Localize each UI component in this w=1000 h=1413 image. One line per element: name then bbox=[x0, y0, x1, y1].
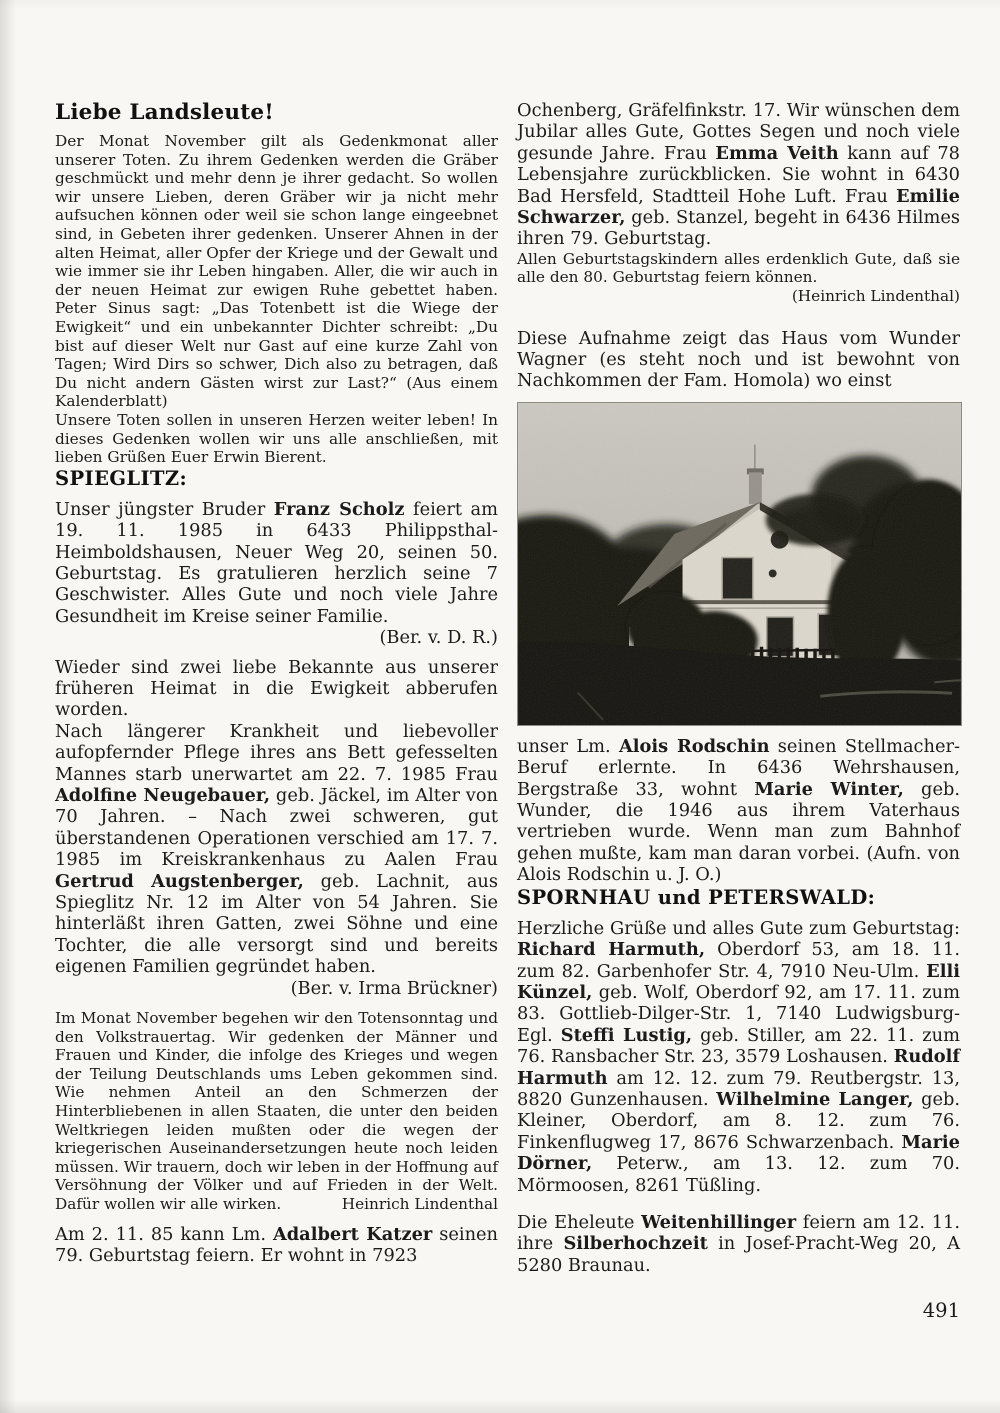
silver-wedding-paragraph: Die Eheleute Weitenhillinger feiern am 12. 11. ihre Silberhochzeit in Josef-Pracht-Weg 20, A 5280 Braunau. bbox=[517, 1211, 960, 1276]
photo-frame bbox=[517, 402, 960, 726]
birthday-scholz-paragraph: Unser jüngster Bruder Franz Scholz feiert am 19. 11. 1985 in 6433 Philippsthal-Heimboldshausen, Neuer Weg 20, seinen 50. Geburtstag. Es gratulieren herzlich seine 7 Geschwister. Alles Gute und noch viele Jahre Gesundheit im Kreise seiner Familie. bbox=[55, 498, 498, 627]
november-remembrance-paragraph bbox=[55, 1009, 498, 1214]
photo-caption-continued-paragraph: unser Lm. Alois Rodschin seinen Stellmacher-Beruf erlernte. In 6436 Wehrshausen, Bergstraße 33, wohnt Marie Winter, geb. Wunder, die 1946 aus ihrem Vaterhaus vertrieben wurde. Wenn man zum Bahnhof gehen mußte, kam man daran vorbei. (Aufn. von Alois Rodschin u. J. O.) bbox=[517, 735, 961, 886]
signature-heinrich-lindenthal-left: Heinrich Lindenthal bbox=[341, 1194, 498, 1213]
page-title: Liebe Landsleute! bbox=[55, 100, 274, 125]
house-photo bbox=[517, 402, 962, 726]
birthday-ochenberg-paragraph: Ochenberg, Gräfelfinkstr. 17. Wir wünschen dem Jubilar alles Gute, Gottes Segen und noch viele gesunde Jahre. Frau Emma Veith kann auf 78 Lebensjahre zurückblicken. Sie wohnt in 6430 Bad Hersfeld, Stadtteil Hohe Luft. Frau Emilie Schwarzer, geb. Stanzel, begeht in 6436 Hilmes ihren 79. Geburtstag. bbox=[517, 100, 960, 250]
signature-ber-v-d-r: (Ber. v. D. R.) bbox=[379, 627, 498, 649]
memorial-intro-paragraph: Der Monat November gilt als Gedenkmonat aller unserer Toten. Zu ihrem Gedenken werden die Gräber geschmückt und mehr denn je ihrer gedacht. So wollen wir unsere Lieben, deren Gräber wir ja nicht mehr aufsuchen können oder weil sie schon lange eingeebnet sind, in Gebeten ihrer gedenken. Unserer Ahnen in der alten Heimat, aller Opfer der Kriege und der Gewalt und wie immer sie ihr Leben hingaben. Aller, die wir auch in der neuen Heimat zur ewigen Ruhe gebettet haben. Peter Sinus sagt: „Das Totenbett ist die Wiege der Ewigkeit“ und ein unbekannter Dichter schreibt: „Du bist auf dieser Welt nur Gast auf eine kurze Zahl von Tagen; Wird Dirs so schwer, Dich also zu betragen, daß Du nicht andern Gästen wirst zur Last?“ (Aus einem Kalenderblatt) bbox=[55, 132, 498, 411]
birthday-katzer-paragraph: Am 2. 11. 85 kann Lm. Adalbert Katzer seinen 79. Geburtstag feiern. Er wohnt in 7923 bbox=[55, 1223, 498, 1266]
birthday-list-paragraph: Herzliche Grüße und alles Gute zum Geburtstag: Richard Harmuth, Oberdorf 53, am 18. 11. zum 82. Garbenhofer Str. 4, 7910 Neu-Ulm. Elli Künzel, geb. Wolf, Oberdorf 92, am 17. 11. zum 83. Gottlieb-Dilger-Str. 1, 7140 Ludwigsburg-Egl. Steffi Lustig, geb. Stiller, am 22. 11. zum 76. Ransbacher Str. 23, 3579 Loshausen. Rudolf Harmuth am 12. 12. zum 79. Reutbergstr. 13, 8820 Gunzenhausen. Wilhelmine Langer, geb. Kleiner, Oberdorf, am 8. 12. zum 76. Finkenflugweg 17, 8676 Schwarzenbach. Marie Dörner, Peterw., am 13. 12. zum 70. Mörmoosen, 8261 Tüßling. bbox=[517, 917, 961, 1196]
page-number: 491 bbox=[922, 1299, 960, 1322]
section-heading-spieglitz: SPIEGLITZ: bbox=[55, 466, 188, 490]
obituary-intro-paragraph: Wieder sind zwei liebe Bekannte aus unserer früheren Heimat in die Ewigkeit abberufen worden. bbox=[55, 656, 498, 721]
birthday-wishes-paragraph: Allen Geburtstagskindern alles erdenklich Gute, daß sie alle den 80. Geburtstag feiern können. bbox=[517, 249, 960, 287]
memorial-closing-paragraph: Unsere Toten sollen in unseren Herzen weiter leben! In dieses Gedenken wollen wir uns alle anschließen, mit lieben Grüßen Euer Erwin Bierent. bbox=[55, 410, 498, 467]
signature-irma-brueckner: (Ber. v. Irma Brückner) bbox=[290, 977, 498, 999]
right-column bbox=[517, 100, 960, 1276]
section-heading-spornhau: SPORNHAU und PETERSWALD: bbox=[517, 885, 876, 909]
photo-caption-intro-paragraph: Diese Aufnahme zeigt das Haus vom Wunder Wagner (es steht noch und ist bewohnt von Nachkommen der Fam. Homola) wo einst bbox=[517, 327, 960, 392]
signature-heinrich-lindenthal-right: (Heinrich Lindenthal) bbox=[791, 287, 960, 306]
november-remembrance-text: Im Monat November begehen wir den Totensonntag und den Volkstrauertag. Wir gedenken der Männer und Frauen und Kinder, die infolge des Krieges und wegen der Teilung Deutschlands ums Leben gekommen sind. Wie nehmen Anteil an den Schmerzen der Hinterbliebenen in allen Staaten, die unter den beiden Weltkriegen leiden mußten oder die wegen der kriegerischen Auseinandersetzungen heute noch leiden müssen. Wir trauern, doch wir leben in der Hoffnung auf Versöhnung der Völker und auf Frieden in der Welt. Dafür wollen wir alle wirken. bbox=[55, 1009, 498, 1213]
obituary-paragraph: Nach längerer Krankheit und liebevoller aufopfernder Pflege ihres ans Bett gefesselten Mannes starb unerwartet am 22. 7. 1985 Frau Adolfine Neugebauer, geb. Jäckel, im Alter von 70 Jahren. – Nach zwei schweren, gut überstandenen Operationen verschied am 17. 7. 1985 im Kreiskrankenhaus zu Aalen Frau Gertrud Augstenberger, geb. Lachnit, aus Spieglitz Nr. 12 im Alter von 54 Jahren. Sie hinterläßt ihren Gatten, zwei Söhne und eine Tochter, die alle versorgt sind und bereits eigenen Familien gegründet haben. bbox=[55, 720, 498, 978]
left-column bbox=[55, 100, 498, 1266]
